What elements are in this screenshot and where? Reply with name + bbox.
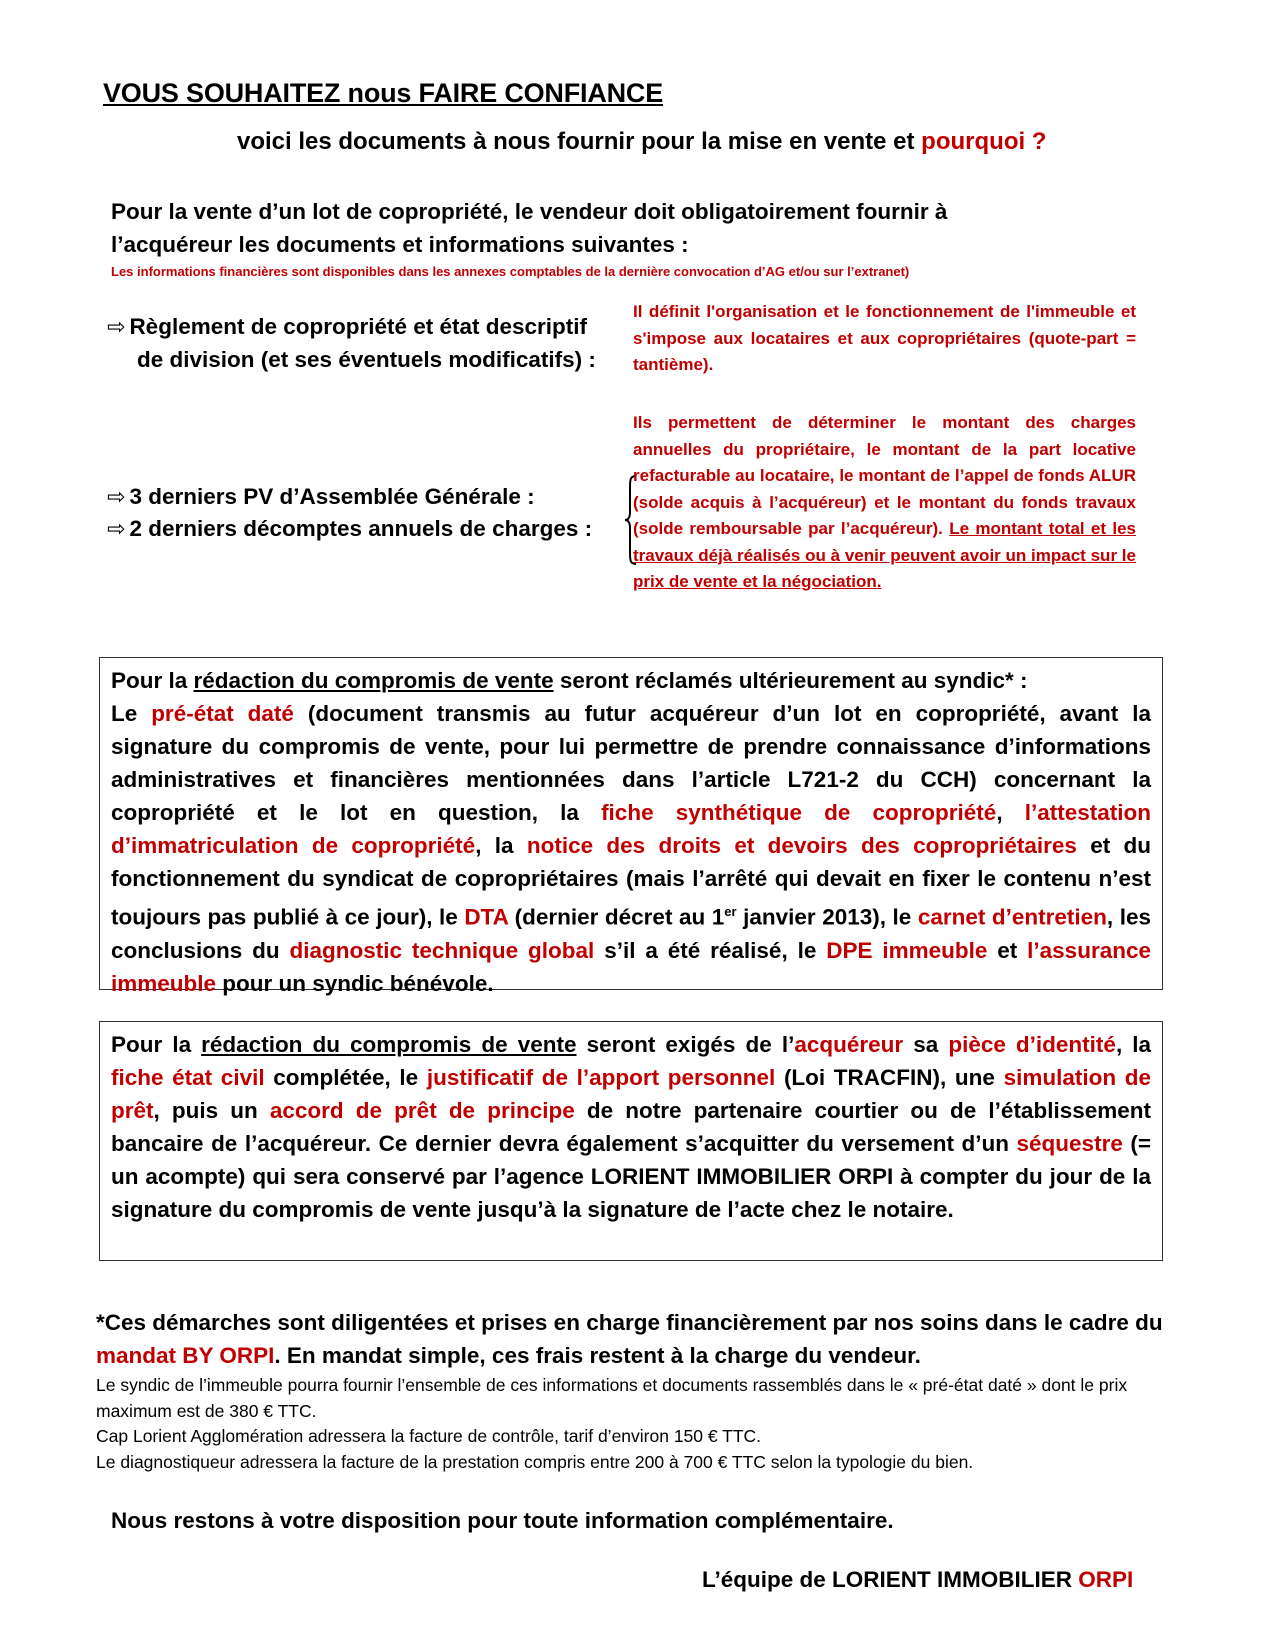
- box1-text: pour un syndic bénévole.: [216, 970, 494, 996]
- intro-line-1: Pour la vente d’un lot de copropriété, le vendeur doit obligatoirement fournir à: [111, 199, 948, 224]
- box1-highlight: DTA: [464, 904, 509, 930]
- right-arrow-icon: ⇨: [107, 516, 126, 541]
- box1-text: seront réclamés ultérieurement au syndic* :: [553, 668, 1028, 693]
- box1-highlight: l’assurance immeuble: [111, 937, 1151, 996]
- box2-highlight: pièce d’identité: [948, 1032, 1116, 1057]
- box1-text: ,: [996, 800, 1025, 825]
- box1-highlight: pré-état daté: [151, 701, 294, 726]
- box1-text: janvier 2013), le: [736, 904, 918, 930]
- footnote-highlight: mandat BY ORPI: [96, 1343, 275, 1368]
- doc-decomptes-label: 2 derniers décomptes annuels de charges :: [129, 516, 593, 541]
- box2-highlight: simulation de prêt: [111, 1065, 1151, 1123]
- box1-highlight: notice des droits et devoirs des copropriétaires: [526, 833, 1077, 858]
- intro-line-2: l’acquéreur les documents et informations suivantes :: [111, 232, 689, 257]
- intro-note: Les informations financières sont disponibles dans les annexes comptables de la dernière convocation d’AG et/ou sur l’extranet): [111, 264, 910, 279]
- box1-highlight: fiche synthétique de copropriété: [601, 800, 997, 825]
- box1-highlight: carnet d’entretien: [917, 904, 1107, 930]
- doc-reglement-description: Il définit l'organisation et le fonctionnement de l'immeuble et s'impose aux locataires et aux copropriétaires (quote-part = tantième).: [633, 302, 1136, 374]
- box2-text: de notre partenaire courtier ou de l’établissement bancaire de l’acquéreur. Ce dernier devra également s’acquitter du versement d’un: [111, 1098, 1151, 1156]
- box1-text: Pour la: [111, 668, 194, 693]
- cost-info-item: Le syndic de l’immeuble pourra fournir l’ensemble de ces informations et documents rassemblés dans le « pré-état daté » dont le prix maximum est de 380 € TTC.: [96, 1375, 1128, 1421]
- box2-highlight: séquestre: [1016, 1131, 1123, 1156]
- box2-highlight: accord de prêt de principe: [269, 1098, 575, 1123]
- page-title: VOUS SOUHAITEZ nous FAIRE CONFIANCE: [103, 78, 664, 108]
- intro-paragraph: [111, 195, 1111, 261]
- box2-text: (Loi TRACFIN), une: [775, 1065, 1004, 1090]
- box1-highlight: diagnostic technique global: [289, 937, 595, 963]
- box2-text: , la: [1115, 1032, 1152, 1057]
- box1-text: (dernier décret au 1: [508, 904, 725, 930]
- box2-highlight: acquéreur: [794, 1032, 904, 1057]
- charges-description-underlined: Le montant total et les travaux déjà réalisés ou à venir peuvent avoir un impact sur le prix de vente et la négociation.: [633, 519, 1136, 591]
- right-arrow-icon: ⇨: [107, 314, 126, 339]
- doc-reglement-line-2: de division (et ses éventuels modificatifs) :: [137, 347, 596, 372]
- box1-highlight: l’attestation d’immatriculation de copropriété: [111, 800, 1151, 858]
- footnote-text: *Ces démarches sont diligentées et prises en charge financièrement par nos soins dans le cadre du: [96, 1310, 1163, 1335]
- box2-highlight: fiche état civil: [111, 1065, 265, 1090]
- cost-info-item: Cap Lorient Agglomération adressera la facture de contrôle, tarif d’environ 150 € TTC.: [96, 1426, 762, 1446]
- box1-text: (document transmis au futur acquéreur d’un lot en copropriété, avant la signature du compromis de vente, pour lui permettre de prendre connaissance d’informations administratives et financières mentionnées dans l’article L721-2 du CCH) concernant la copropriété et le lot en question, la: [111, 701, 1151, 825]
- syndic-documents-box: [99, 657, 1163, 996]
- box1-text: Le: [111, 701, 152, 726]
- signature-text: L’équipe de LORIENT IMMOBILIER: [702, 1567, 1079, 1592]
- box1-superscript: er: [724, 904, 737, 919]
- doc-reglement-line-1: Règlement de copropriété et état descriptif: [129, 314, 588, 339]
- box2-text: sa: [903, 1032, 949, 1057]
- box2-text: Pour la: [111, 1032, 202, 1057]
- box2-text: seront exigés de l’: [576, 1032, 795, 1057]
- box2-text: , puis un: [153, 1098, 270, 1123]
- subtitle-highlight: pourquoi ?: [921, 128, 1047, 155]
- footnote-text: . En mandat simple, ces frais restent à la charge du vendeur.: [274, 1343, 921, 1368]
- subtitle-text: voici les documents à nous fournir pour la mise en vente et: [237, 128, 922, 155]
- buyer-documents-box: [99, 1021, 1163, 1261]
- box1-text: s’il a été réalisé, le: [594, 937, 827, 963]
- box2-underlined: rédaction du compromis de vente: [201, 1032, 577, 1057]
- charges-description-main: Ils permettent de déterminer le montant des charges annuelles du propriétaire, le montant de la part locative refacturable au locataire, le montant de l’appel de fonds ALUR (solde acquis à l’acquéreur) et le montant du fonds travaux (solde remboursable par l’acquéreur).: [633, 413, 1136, 538]
- right-arrow-icon: ⇨: [107, 484, 126, 509]
- doc-item-reglement: [107, 314, 587, 340]
- box1-text: , la: [475, 833, 527, 858]
- signature: [702, 1567, 1133, 1593]
- box1-highlight: DPE immeuble: [826, 937, 988, 963]
- cost-info-item: Le diagnostiqueur adressera la facture de la prestation compris entre 200 à 700 € TTC selon la typologie du bien.: [96, 1451, 974, 1472]
- doc-charges-description: [633, 410, 1136, 596]
- box1-text: et du fonctionnement du syndicat de copropriétaires (mais l’arrêté qui devait en fixer le contenu n’est toujours pas publié à ce jour), le: [111, 833, 1151, 930]
- doc-pv-label: 3 derniers PV d’Assemblée Générale :: [129, 484, 535, 509]
- box1-underlined: rédaction du compromis de vente: [193, 668, 554, 693]
- closing-sentence: Nous restons à votre disposition pour toute information complémentaire.: [111, 1508, 894, 1533]
- page-subtitle: [237, 128, 1046, 156]
- box1-text: , les conclusions du: [111, 904, 1151, 963]
- box2-text: complétée, le: [264, 1065, 427, 1090]
- box2-text: (= un acompte) qui sera conservé par l’agence LORIENT IMMOBILIER ORPI à compter du jour de la signature du compromis de vente jusqu’à la signature de l’acte chez le notaire.: [111, 1131, 1151, 1222]
- doc-item-decomptes: [107, 516, 592, 542]
- box1-text: et: [987, 937, 1028, 963]
- signature-brand: ORPI: [1078, 1567, 1134, 1592]
- cost-info-list: [96, 1373, 1176, 1475]
- doc-item-pv: [107, 484, 535, 510]
- footnote: [96, 1306, 1176, 1372]
- box2-highlight: justificatif de l’apport personnel: [426, 1065, 776, 1090]
